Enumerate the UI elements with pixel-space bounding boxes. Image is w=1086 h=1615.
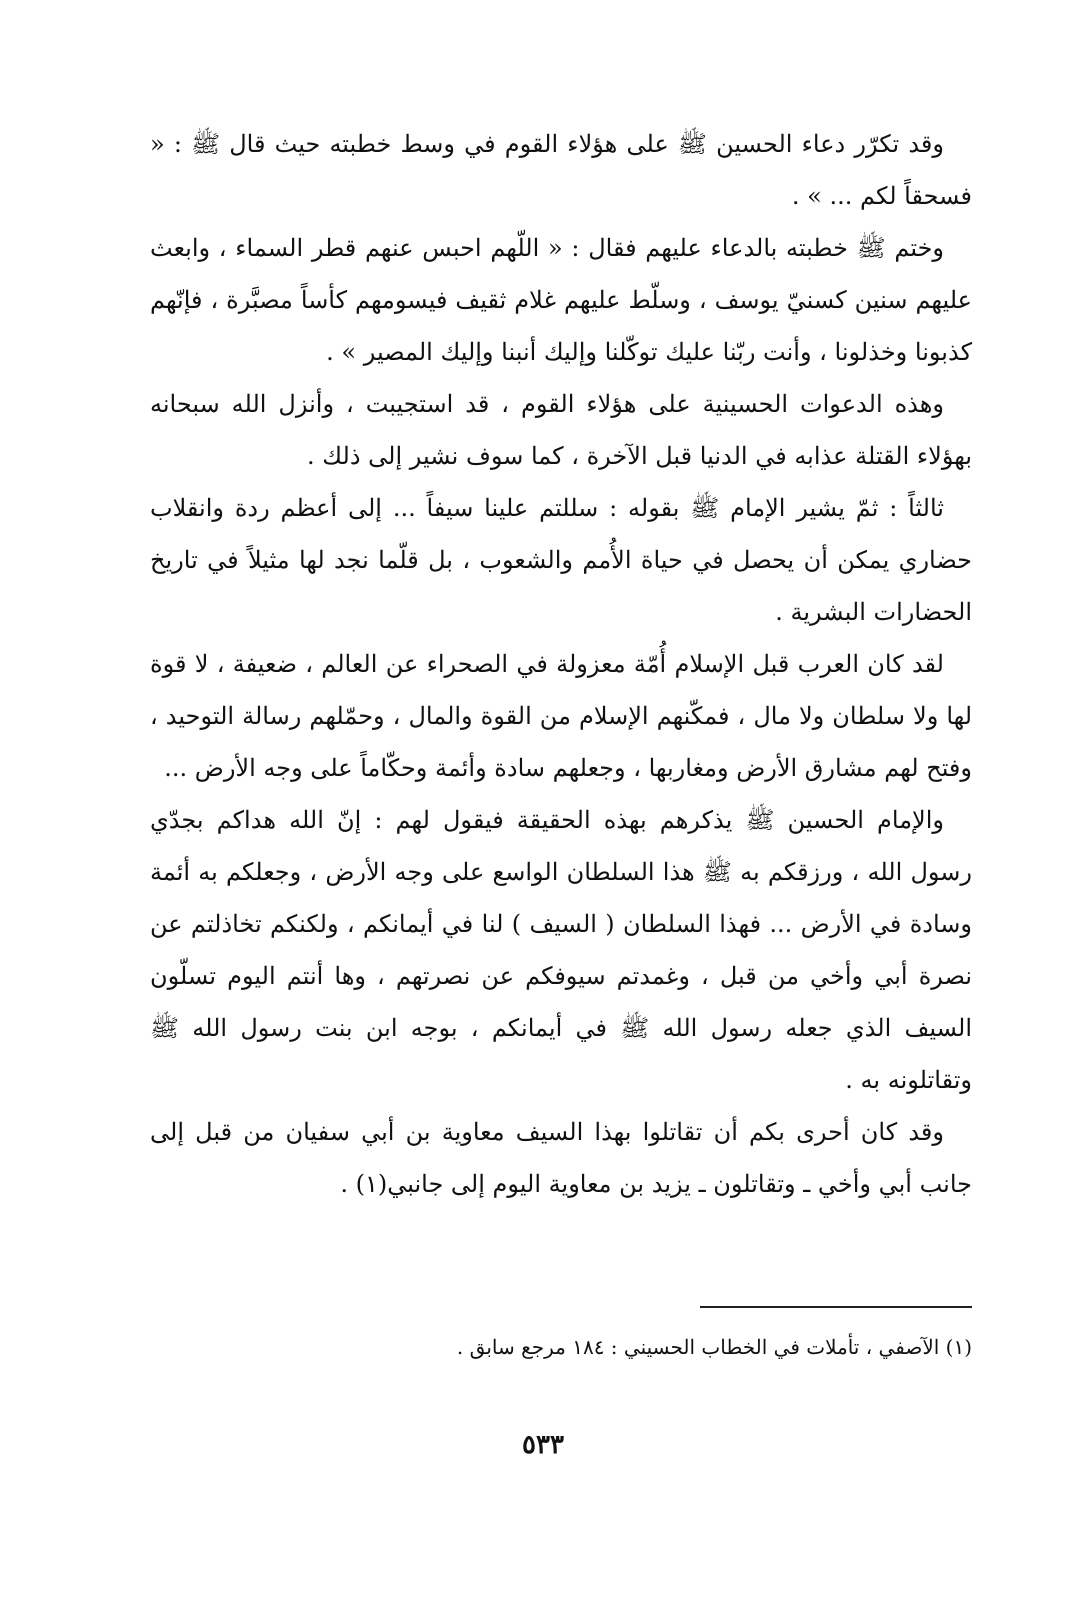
footnote: (١) الآصفي ، تأملات في الخطاب الحسيني : ١٨٤ مرجع سابق . [456, 1335, 972, 1359]
page-body [150, 118, 972, 1210]
paragraph-3: وهذه الدعوات الحسينية على هؤلاء القوم ، قد استجيبت ، وأنزل الله سبحانه بهؤلاء القتلة عذابه في الدنيا قبل الآخرة ، كما سوف نشير إلى ذلك . [150, 390, 972, 470]
paragraph-7: وقد كان أحرى بكم أن تقاتلوا بهذا السيف معاوية بن أبي سفيان من قبل إلى جانب أبي وأخي ـ وتقاتلون ـ يزيد بن معاوية اليوم إلى جانبي(١) . [150, 1118, 972, 1198]
page-number: ٥٣٣ [522, 1430, 564, 1460]
footnote-separator [700, 1306, 972, 1308]
paragraph-6: والإمام الحسين ﷺ يذكرهم بهذه الحقيقة فيقول لهم : إنّ الله هداكم بجدّي رسول الله ، ورزقكم به ﷺ هذا السلطان الواسع على وجه الأرض ، وجعلكم به أئمة وسادة في الأرض ... فهذا السلطان ( السيف ) لنا في أيمانكم ، ولكنكم تخاذلتم عن نصرة أبي وأخي من قبل ، وغمدتم سيوفكم عن نصرتهم ، وها أنتم اليوم تسلّون السيف الذي جعله رسول الله ﷺ في أيمانكم ، بوجه ابن بنت رسول الله ﷺ وتقاتلونه به . [150, 806, 972, 1094]
paragraph-4: ثالثاً : ثمّ يشير الإمام ﷺ بقوله : سللتم علينا سيفاً ... إلى أعظم ردة وانقلاب حضاري يمكن أن يحصل في حياة الأُمم والشعوب ، بل قلّما نجد لها مثيلاً في تاريخ الحضارات البشرية . [150, 494, 973, 626]
paragraph-2: وختم ﷺ خطبته بالدعاء عليهم فقال : « اللّهم احبس عنهم قطر السماء ، وابعث عليهم سنين كسنيّ يوسف ، وسلّط عليهم غلام ثقيف فيسومهم كأساً مصبَّرة ، فإنّهم كذبونا وخذلونا ، وأنت ربّنا عليك توكّلنا وإليك أنبنا وإليك المصير » . [150, 234, 972, 366]
paragraph-1: وقد تكرّر دعاء الحسين ﷺ على هؤلاء القوم في وسط خطبته حيث قال ﷺ : « فسحقاً لكم ... » . [150, 130, 972, 210]
paragraph-5: لقد كان العرب قبل الإسلام أُمّة معزولة في الصحراء عن العالم ، ضعيفة ، لا قوة لها ولا سلطان ولا مال ، فمكّنهم الإسلام من القوة والمال ، وحمّلهم رسالة التوحيد ، وفتح لهم مشارق الأرض ومغاربها ، وجعلهم سادة وأئمة وحكّاماً على وجه الأرض ... [150, 650, 972, 782]
